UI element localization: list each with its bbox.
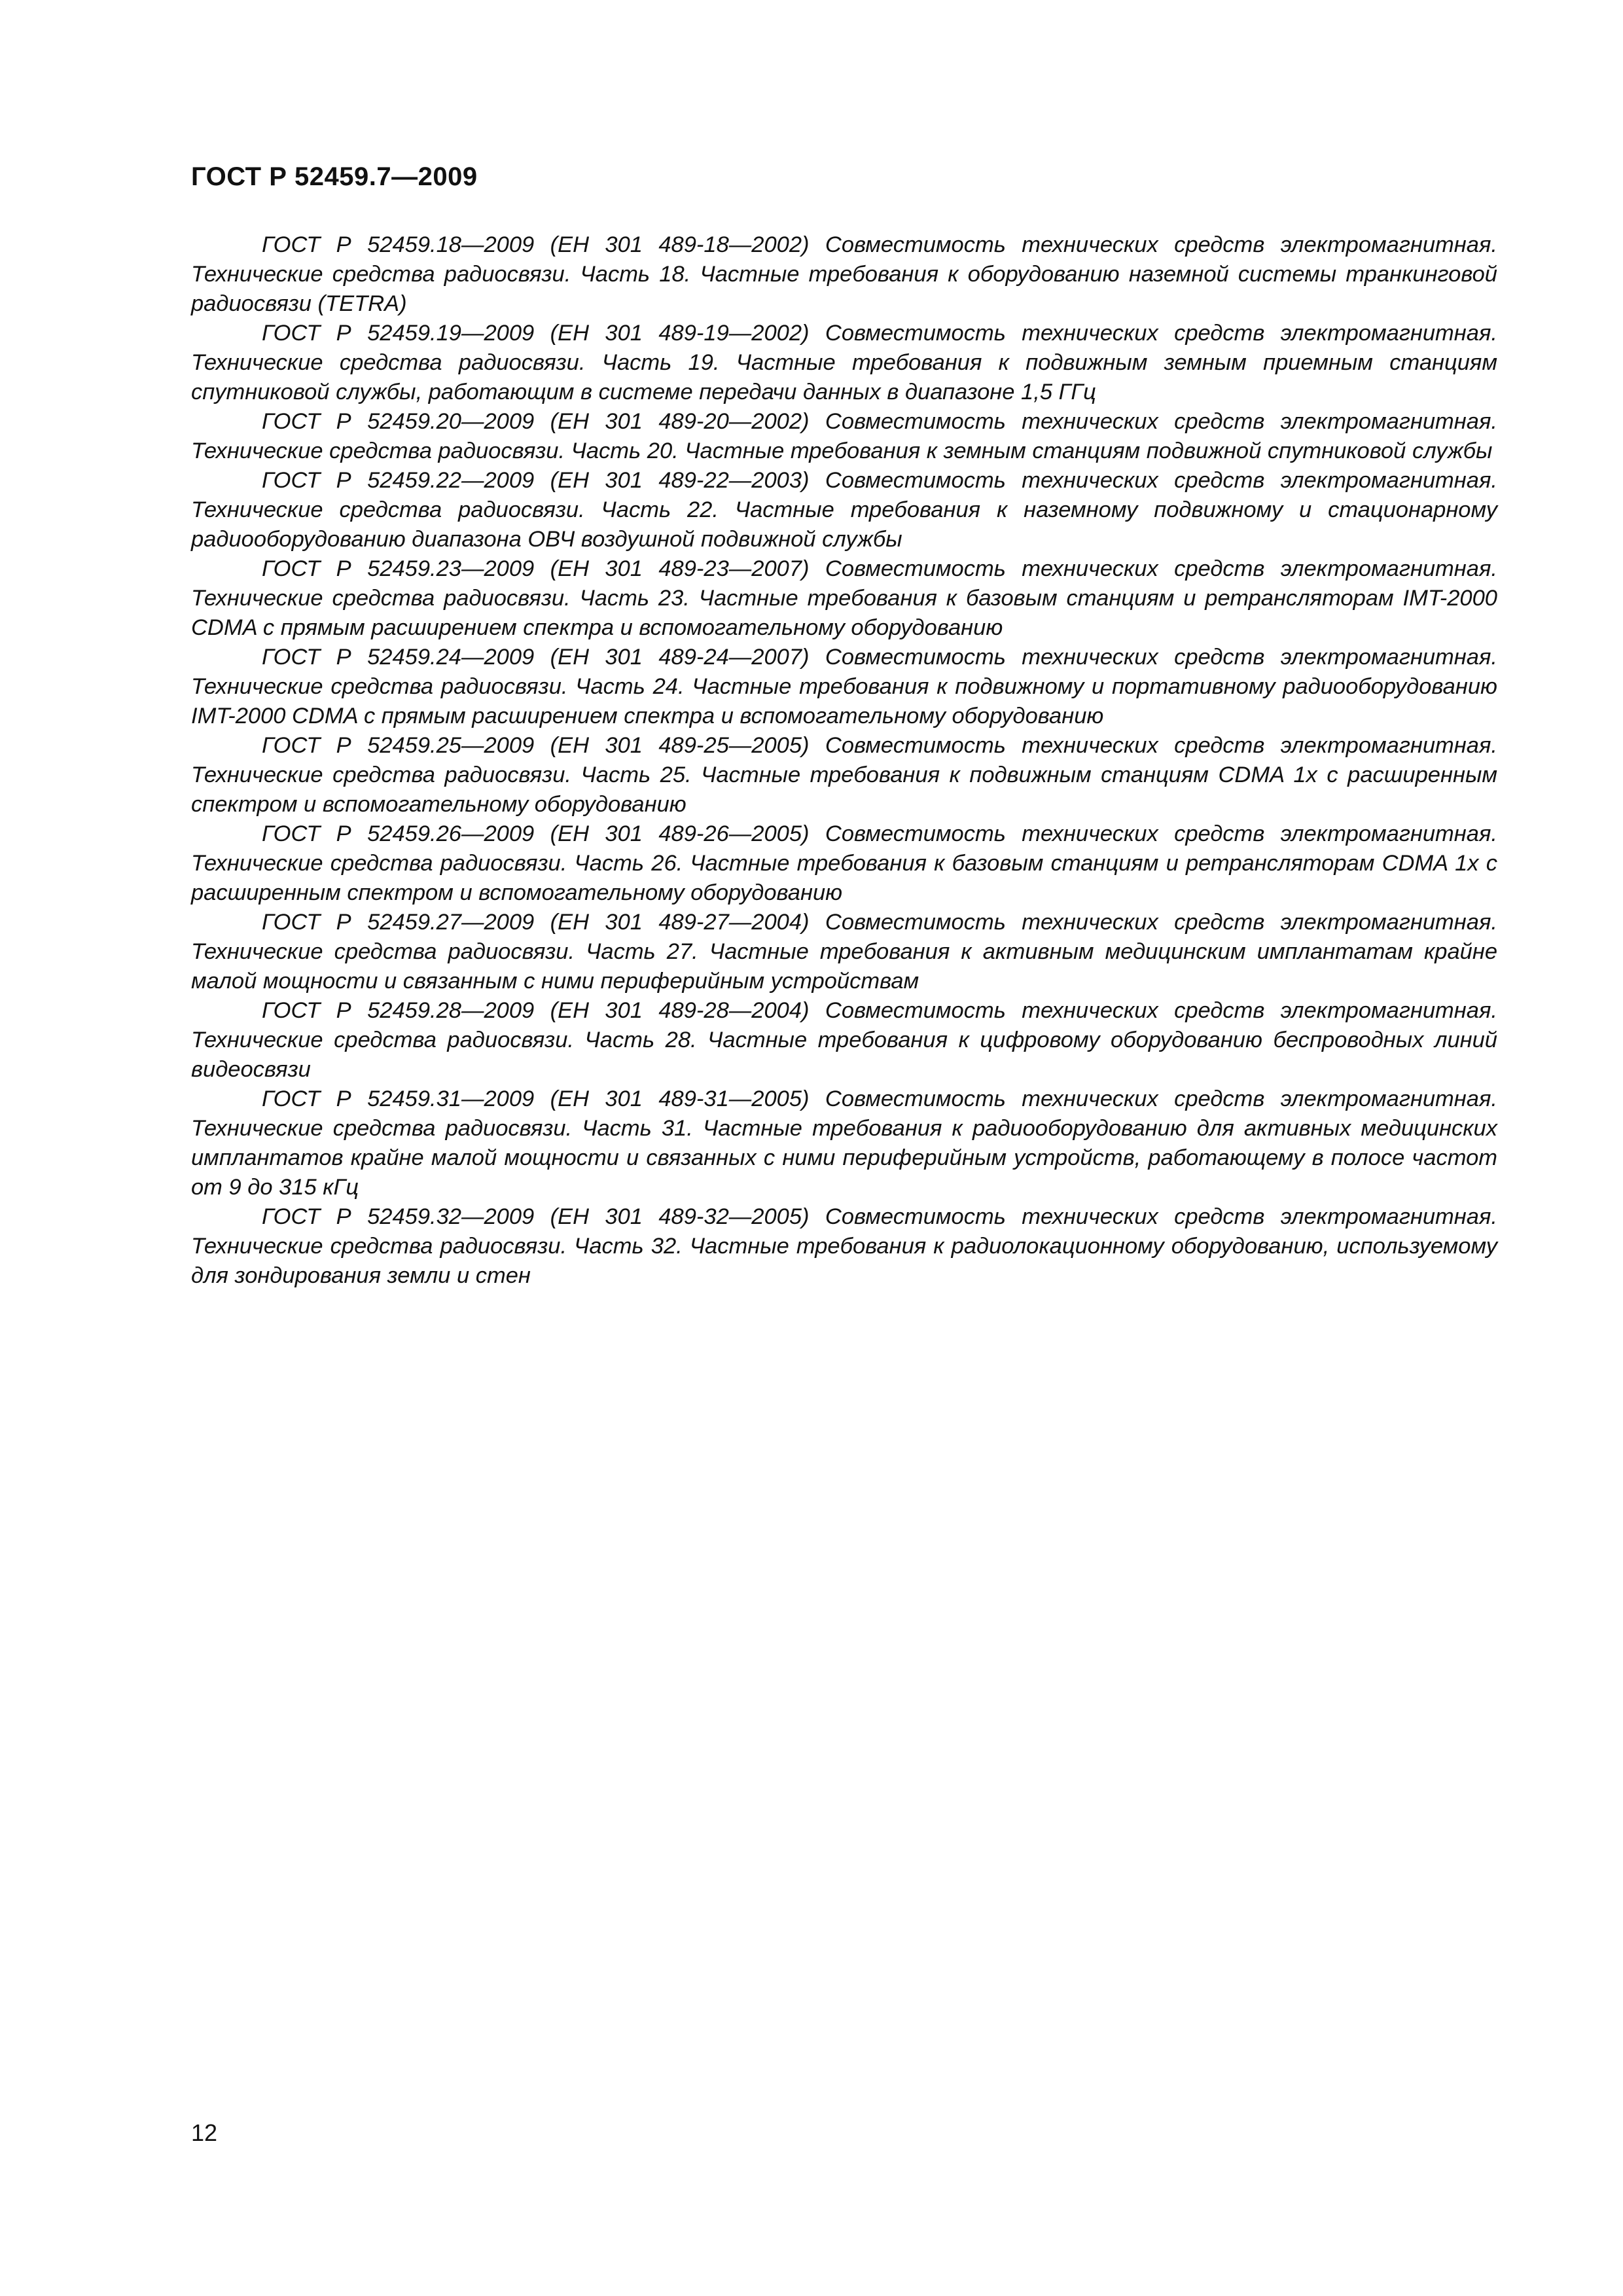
reference-item: ГОСТ Р 52459.31—2009 (ЕН 301 489-31—2005) Совместимость технических средств электромагнитная. Технические средства радиосвязи. Часть 31. Частные требования к радиооборудованию для активных медицинских имплантатов крайне малой мощности и связанных с ними периферийным устройств, работающему в полосе частот от 9 до 315 кГц — [191, 1086, 1497, 1200]
reference-item: ГОСТ Р 52459.22—2009 (ЕН 301 489-22—2003) Совместимость технических средств электромагнитная. Технические средства радиосвязи. Часть 22. Частные требования к наземному подвижному и стационарному радиооборудованию диапазона ОВЧ воздушной подвижной службы — [191, 468, 1497, 552]
page-number: 12 — [191, 2119, 218, 2146]
reference-item: ГОСТ Р 52459.20—2009 (ЕН 301 489-20—2002) Совместимость технических средств электромагнитная. Технические средства радиосвязи. Часть 20. Частные требования к земным станциям подвижной спутниковой службы — [191, 409, 1497, 463]
reference-item: ГОСТ Р 52459.27—2009 (ЕН 301 489-27—2004) Совместимость технических средств электромагнитная. Технические средства радиосвязи. Часть 27. Частные требования к активным медицинским имплантатам крайне малой мощности и связанным с ними периферийным устройствам — [191, 910, 1497, 994]
reference-item: ГОСТ Р 52459.26—2009 (ЕН 301 489-26—2005) Совместимость технических средств электромагнитная. Технические средства радиосвязи. Часть 26. Частные требования к базовым станциям и ретрансляторам CDMA 1x с расширенным спектром и вспомогательному оборудованию — [191, 821, 1497, 905]
document-designation: ГОСТ Р 52459.7—2009 — [191, 162, 478, 191]
reference-item: ГОСТ Р 52459.19—2009 (ЕН 301 489-19—2002) Совместимость технических средств электромагнитная. Технические средства радиосвязи. Часть 19. Частные требования к подвижным земным приемным станциям спутниковой службы, работающим в системе передачи данных в диапазоне 1,5 ГГц — [191, 321, 1497, 404]
reference-list — [191, 230, 1497, 1291]
reference-item: ГОСТ Р 52459.24—2009 (ЕН 301 489-24—2007) Совместимость технических средств электромагнитная. Технические средства радиосвязи. Часть 24. Частные требования к подвижному и портативному радиооборудованию IMT-2000 CDMA с прямым расширением спектра и вспомогательному оборудованию — [191, 645, 1497, 728]
reference-item: ГОСТ Р 52459.18—2009 (ЕН 301 489-18—2002) Совместимость технических средств электромагнитная. Технические средства радиосвязи. Часть 18. Частные требования к оборудованию наземной системы транкинговой радиосвязи (TETRA) — [191, 232, 1497, 316]
reference-item: ГОСТ Р 52459.28—2009 (ЕН 301 489-28—2004) Совместимость технических средств электромагнитная. Технические средства радиосвязи. Часть 28. Частные требования к цифровому оборудованию беспроводных линий видеосвязи — [191, 998, 1497, 1082]
reference-item: ГОСТ Р 52459.25—2009 (ЕН 301 489-25—2005) Совместимость технических средств электромагнитная. Технические средства радиосвязи. Часть 25. Частные требования к подвижным станциям CDMA 1x с расширенным спектром и вспомогательному оборудованию — [191, 733, 1497, 817]
reference-item: ГОСТ Р 52459.32—2009 (ЕН 301 489-32—2005) Совместимость технических средств электромагнитная. Технические средства радиосвязи. Часть 32. Частные требования к радиолокационному оборудованию, используемому для зондирования земли и стен — [191, 1204, 1497, 1288]
reference-item: ГОСТ Р 52459.23—2009 (ЕН 301 489-23—2007) Совместимость технических средств электромагнитная. Технические средства радиосвязи. Часть 23. Частные требования к базовым станциям и ретрансляторам IMT-2000 CDMA с прямым расширением спектра и вспомогательному оборудованию — [191, 556, 1497, 640]
